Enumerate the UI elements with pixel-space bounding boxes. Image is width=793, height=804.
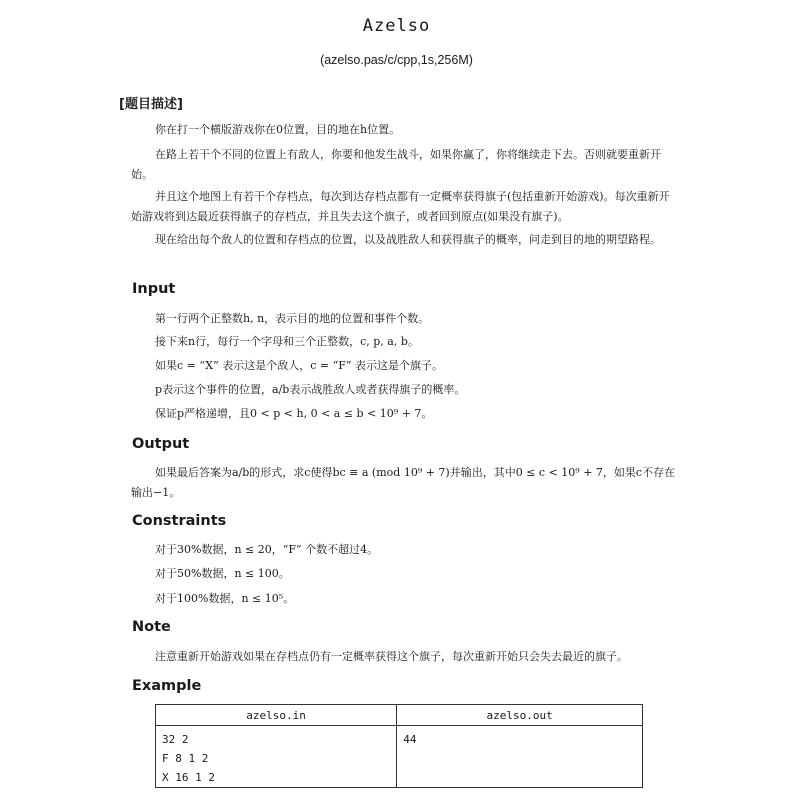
input-line: p表示这个事件的位置，a/b表示战胜敌人或者获得旗子的概率。: [155, 383, 466, 396]
example-input-header: azelso.in: [156, 705, 397, 726]
note-heading: Note: [132, 619, 171, 635]
output-text: 如果最后答案为a/b的形式，求c使得bc ≡ a (mod 10⁹ + 7)并输出，其中0 ≤ c < 10⁹ + 7，如果c不存在输出−1。: [131, 466, 676, 499]
example-output-content: 44: [397, 726, 643, 788]
constraint-line: 对于100%数据，n ≤ 10⁵。: [155, 592, 295, 605]
constraint-line: 对于30%数据，n ≤ 20，“F” 个数不超过4。: [155, 543, 379, 556]
example-output-header: azelso.out: [397, 705, 643, 726]
description-paragraph: 并且这个地图上有若干个存档点，每次到达存档点都有一定概率获得旗子(包括重新开始游戏)。每次重新开始游戏将到达最近获得旗子的存档点，并且失去这个旗子，或者回到原点(如果没有旗子)。: [131, 190, 670, 223]
input-line: 第一行两个正整数h, n，表示目的地的位置和事件个数。: [155, 312, 430, 325]
input-line: 接下来n行，每行一个字母和三个正整数，c, p, a, b。: [155, 335, 419, 348]
problem-title: Azelso: [362, 16, 431, 36]
example-header-row: [156, 705, 643, 726]
description-paragraph: 你在打一个横版游戏你在0位置，目的地在h位置。: [155, 123, 401, 136]
description-paragraph: 现在给出每个敌人的位置和存档点的位置，以及战胜敌人和获得旗子的概率，问走到目的地的期望路程。: [155, 233, 661, 246]
output-heading: Output: [132, 436, 190, 452]
note-text: 注意重新开始游戏如果在存档点仍有一定概率获得这个旗子，每次重新开始只会失去最近的旗子。: [155, 650, 628, 663]
description-heading: [题目描述]: [119, 97, 183, 112]
input-line: 保证p严格递增，且0 < p < h, 0 < a ≤ b < 10⁹ + 7。: [155, 407, 433, 420]
example-input-content: 32 2 F 8 1 2 X 16 1 2: [156, 726, 397, 788]
example-data-row: [156, 726, 643, 788]
example-table: [155, 704, 643, 788]
description-paragraph: 在路上若干个不同的位置上有敌人，你要和他发生战斗，如果你赢了，你将继续走下去。否则就要重新开始。: [131, 148, 661, 181]
problem-subtitle: (azelso.pas/c/cpp,1s,256M): [320, 53, 473, 67]
input-heading: Input: [132, 281, 176, 297]
constraint-line: 对于50%数据，n ≤ 100。: [155, 567, 290, 580]
input-line: 如果c = “X” 表示这是个敌人，c = “F” 表示这是个旗子。: [155, 359, 443, 372]
example-heading: Example: [132, 678, 202, 694]
constraints-heading: Constraints: [132, 513, 227, 529]
